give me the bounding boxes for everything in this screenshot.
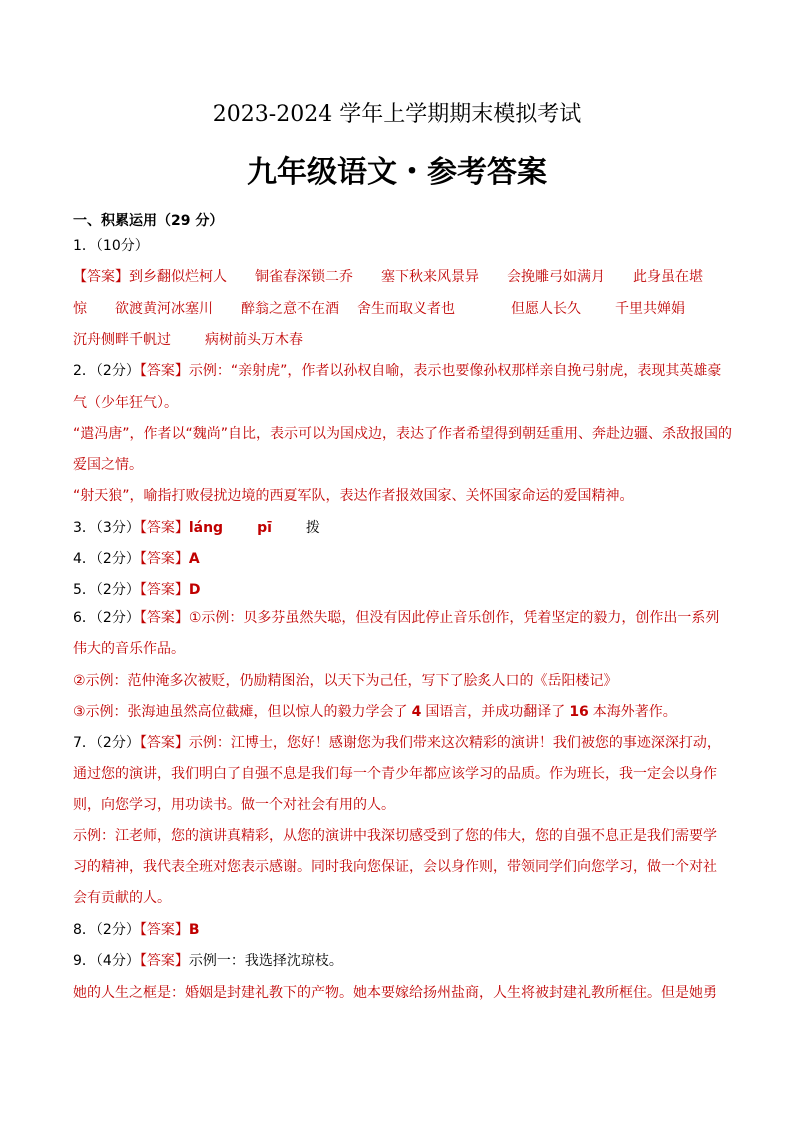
answer-text: ①示例：贝多芬虽然失聪，但没有因此停止音乐创作，凭着坚定的毅力，创作出一系列 (188, 610, 720, 626)
question-number: 8．（2分） (73, 922, 140, 938)
question-number: 2．（2分） (73, 363, 140, 379)
answer-phrase: 沉舟侧畔千帆过 (73, 332, 171, 348)
answer-phrase: 塞下秋来风景异 (381, 269, 479, 285)
answer-pinyin: pī (257, 520, 272, 536)
question-5 (73, 580, 733, 600)
question-6-line-1 (73, 608, 733, 628)
question-number: 5．（2分） (73, 582, 140, 598)
question-7-line-6: 会有贡献的人。 (73, 890, 171, 906)
subject-title: 九年级语文・参考答案 (247, 155, 547, 190)
question-7-line-3: 则，向您学习，用功读书。做一个对社会有用的人。 (73, 797, 395, 813)
answer-phrase: 惊 (73, 301, 87, 317)
answer-phrase: 但愿人长久 (511, 301, 581, 317)
question-number: 9．（4分） (73, 953, 140, 969)
answer-choice: A (188, 551, 200, 567)
question-number: 6．（2分） (73, 610, 140, 626)
answer-number: 16 (569, 704, 589, 720)
question-7-line-4: 示例：江老师，您的演讲真精彩，从您的演讲中我深切感受到了您的伟大，您的自强不息正是我们需要学 (73, 828, 717, 844)
question-7-line-2: 通过您的演讲，我们明白了自强不息是我们每一个青少年都应该学习的品质。作为班长，我一定会以身作 (73, 766, 717, 782)
answer-tag: 【答案】 (139, 735, 189, 751)
answer-tag: 【答案】 (139, 610, 189, 626)
answer-phrase: 会挽雕弓如满月 (507, 269, 605, 285)
answer-tag: 【答案】 (73, 269, 129, 285)
answer-tag: 【答案】 (139, 363, 189, 379)
answer-text: 国语言，并成功翻译了 (425, 704, 566, 720)
question-7-line-1 (73, 733, 733, 753)
answer-text: 示例一：我选择沈琼枝。 (188, 953, 343, 969)
question-2-line-4: 爱国之情。 (73, 457, 143, 473)
answer-tag: 【答案】 (139, 520, 189, 536)
answer-text: 示例：江博士，您好！感谢您为我们带来这次精彩的演讲！我们被您的事迹深深打动， (188, 735, 721, 751)
question-2-line-3: “遣冯唐”，作者以“魏尚”自比，表示可以为国戍边，表达了作者希望得到朝廷重用、奔赴边疆、杀敌报国的 (73, 426, 733, 442)
question-1-answer-row-1 (73, 267, 733, 287)
question-7-line-5: 习的精神，我代表全班对您表示感谢。同时我向您保证，会以身作则，带领同学们向您学习，做一个对社 (73, 859, 717, 875)
answer-character: 拨 (305, 520, 320, 536)
question-1-answer-row-2 (73, 299, 733, 319)
answer-phrase: 醉翁之意不在酒 (241, 301, 339, 317)
answer-tag: 【答案】 (139, 582, 189, 598)
question-number: 3．（3分） (73, 520, 140, 536)
question-1-number: 1．（10分） (73, 238, 149, 254)
question-6-line-4 (73, 702, 733, 722)
answer-text: 示例：“亲射虎”，作者以孙权自喻，表示也要像孙权那样亲自挽弓射虎，表现其英雄豪 (188, 363, 722, 379)
answer-phrase: 舍生而取义者也 (357, 301, 455, 317)
answer-tag: 【答案】 (139, 922, 189, 938)
question-2-line-2: 气（少年狂气）。 (73, 395, 178, 411)
question-2-line-5: “射天狼”，喻指打败侵扰边境的西夏军队，表达作者报效国家、关怀国家命运的爱国精神。 (73, 488, 634, 504)
answer-text: ③示例：张海迪虽然高位截瘫，但以惊人的毅力学会了 (73, 704, 408, 720)
answer-phrase: 千里共婵娟 (615, 301, 685, 317)
answer-tag: 【答案】 (139, 551, 189, 567)
answer-phrase: 此身虽在堪 (633, 269, 703, 285)
question-2-line-1 (73, 361, 733, 381)
question-6-line-3: ②示例：范仲淹多次被贬，仍励精图治，以天下为己任，写下了脍炙人口的《岳阳楼记》 (73, 673, 618, 689)
answer-phrase: 病树前头万木春 (205, 332, 303, 348)
answer-phrase: 到乡翻似烂柯人 (129, 269, 227, 285)
answer-phrase: 欲渡黄河冰塞川 (115, 301, 213, 317)
question-9-line-2: 她的人生之框是：婚姻是封建礼教下的产物。她本要嫁给扬州盐商，人生将被封建礼教所框住。但是她勇 (73, 985, 717, 1001)
exam-title: 2023-2024 学年上学期期末模拟考试 (212, 102, 582, 127)
answer-text: 本海外著作。 (592, 704, 677, 720)
question-1-answer-row-3 (73, 330, 733, 350)
question-6-line-2: 伟大的音乐作品。 (73, 641, 185, 657)
question-9-line-1 (73, 951, 733, 971)
question-8 (73, 920, 733, 940)
question-number: 4．（2分） (73, 551, 140, 567)
answer-phrase: 铜雀春深锁二乔 (255, 269, 353, 285)
question-4 (73, 549, 733, 569)
question-3 (73, 518, 733, 538)
section-heading: 一、积累运用（29 分） (73, 213, 224, 229)
answer-number: 4 (411, 704, 422, 720)
answer-choice: B (188, 922, 200, 938)
answer-tag: 【答案】 (139, 953, 189, 969)
question-number: 7．（2分） (73, 735, 140, 751)
answer-pinyin: láng (188, 520, 224, 536)
answer-choice: D (188, 582, 201, 598)
